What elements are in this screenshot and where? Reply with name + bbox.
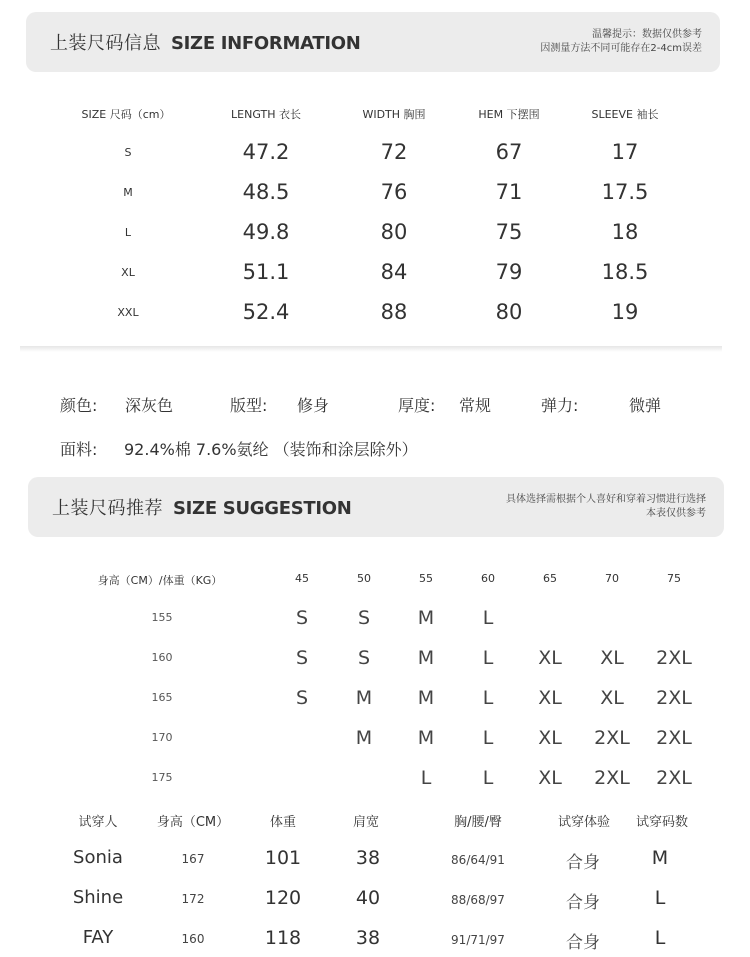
elasticity-label: 弹力: xyxy=(541,396,579,415)
try-on-height: 172 xyxy=(181,892,205,906)
table-cell: 51.1 xyxy=(242,260,290,284)
suggested-size-cell: XL xyxy=(600,687,624,709)
size-header: SIZE 尺码（cm） xyxy=(81,108,171,121)
try-on-name: Sonia xyxy=(73,847,123,868)
try-on-experience: 合身 xyxy=(566,893,600,913)
height-label: 170 xyxy=(151,731,173,744)
size-information-note-line2: 因测量方法不同可能存在2-4cm误差 xyxy=(540,43,702,54)
suggested-size-cell: L xyxy=(482,767,494,789)
try-on-shoulder: 38 xyxy=(355,927,381,949)
try-on-weight: 118 xyxy=(264,927,302,949)
suggested-size-cell: L xyxy=(482,727,494,749)
table-cell: 18 xyxy=(611,220,639,244)
try-on-header-size: 试穿码数 xyxy=(635,815,688,830)
size-suggestion-title-zh: 上装尺码推荐 xyxy=(52,498,163,519)
fabric-value: 92.4%棉 7.6%氨纶 （装饰和涂层除外） xyxy=(124,440,418,459)
elasticity-value: 微弹 xyxy=(629,396,662,415)
suggested-size-cell: M xyxy=(417,687,435,709)
suggested-size-cell: L xyxy=(482,607,494,629)
try-on-size: L xyxy=(654,887,666,909)
suggested-size-cell: 2XL xyxy=(656,647,692,669)
fit-label: 版型: xyxy=(230,396,268,415)
size-information-title-zh: 上装尺码信息 xyxy=(50,33,161,54)
try-on-experience: 合身 xyxy=(566,853,600,873)
try-on-shoulder: 40 xyxy=(355,887,381,909)
height-label: 155 xyxy=(151,611,173,624)
size-information-banner xyxy=(26,12,720,72)
color-label: 颜色: xyxy=(60,396,98,415)
suggested-size-cell: M xyxy=(355,687,373,709)
table-row-size-label: M xyxy=(123,186,133,199)
try-on-height: 160 xyxy=(181,932,205,946)
suggested-size-cell: L xyxy=(482,687,494,709)
thickness-value: 常规 xyxy=(459,396,492,415)
try-on-header-experience: 试穿体验 xyxy=(557,815,610,830)
weight-header: 60 xyxy=(481,572,495,585)
weight-header: 70 xyxy=(605,572,619,585)
try-on-name: FAY xyxy=(82,927,114,948)
weight-header: 45 xyxy=(295,572,309,585)
suggested-size-cell: S xyxy=(357,607,371,629)
length-header: LENGTH 衣长 xyxy=(231,108,301,121)
try-on-size: L xyxy=(654,927,666,949)
table-row-size-label: S xyxy=(124,146,132,159)
table-cell: 17.5 xyxy=(601,180,649,204)
try-on-size: M xyxy=(651,847,669,869)
suggested-size-cell: XL xyxy=(538,767,562,789)
weight-header: 75 xyxy=(667,572,681,585)
suggested-size-cell: XL xyxy=(538,727,562,749)
suggested-size-cell: 2XL xyxy=(656,767,692,789)
try-on-weight: 120 xyxy=(264,887,302,909)
height-label: 165 xyxy=(151,691,173,704)
size-suggestion-title-en: SIZE SUGGESTION xyxy=(173,498,352,519)
weight-header: 65 xyxy=(543,572,557,585)
table-row-size-label: XXL xyxy=(117,306,139,319)
suggested-size-cell: S xyxy=(295,607,309,629)
height-label: 175 xyxy=(151,771,173,784)
height-label: 160 xyxy=(151,651,173,664)
try-on-header-weight: 体重 xyxy=(269,815,296,830)
table-cell: 49.8 xyxy=(242,220,290,244)
suggested-size-cell: XL xyxy=(600,647,624,669)
table-cell: 48.5 xyxy=(242,180,290,204)
suggested-size-cell: XL xyxy=(538,647,562,669)
section-divider xyxy=(20,346,722,352)
table-cell: 52.4 xyxy=(242,300,290,324)
try-on-bwh: 86/64/91 xyxy=(451,853,505,867)
table-cell: 79 xyxy=(495,260,523,284)
table-cell: 17 xyxy=(611,140,639,164)
suggested-size-cell: 2XL xyxy=(594,767,630,789)
table-row-size-label: XL xyxy=(121,266,135,279)
try-on-header-bwh: 胸/腰/臀 xyxy=(454,815,502,830)
suggested-size-cell: 2XL xyxy=(594,727,630,749)
sleeve-header: SLEEVE 袖长 xyxy=(591,108,659,121)
suggested-size-cell: L xyxy=(482,647,494,669)
try-on-bwh: 91/71/97 xyxy=(451,933,505,947)
try-on-bwh: 88/68/97 xyxy=(451,893,505,907)
size-information-title xyxy=(50,29,360,55)
table-cell: 47.2 xyxy=(242,140,290,164)
size-suggestion-title xyxy=(52,494,352,520)
try-on-weight: 101 xyxy=(264,847,302,869)
try-on-header-person: 试穿人 xyxy=(78,815,118,830)
table-cell: 88 xyxy=(380,300,408,324)
size-suggestion-note-line1: 具体选择需根据个人喜好和穿着习惯进行选择 xyxy=(506,494,706,505)
weight-header: 55 xyxy=(419,572,433,585)
fabric-label: 面料: xyxy=(60,440,98,459)
table-cell: 18.5 xyxy=(601,260,649,284)
suggested-size-cell: XL xyxy=(538,687,562,709)
size-information-note-line1: 温馨提示：数据仅供参考 xyxy=(592,29,702,40)
try-on-experience: 合身 xyxy=(566,933,600,953)
weight-header: 50 xyxy=(357,572,371,585)
suggested-size-cell: M xyxy=(417,607,435,629)
suggested-size-cell: S xyxy=(295,647,309,669)
table-row-size-label: L xyxy=(124,226,132,239)
size-suggestion-note-line2: 本表仅供参考 xyxy=(646,508,706,519)
table-cell: 71 xyxy=(495,180,523,204)
color-value: 深灰色 xyxy=(125,396,174,415)
try-on-header-shoulder: 肩宽 xyxy=(352,815,379,830)
try-on-header-height: 身高（CM） xyxy=(156,815,230,830)
thickness-label: 厚度: xyxy=(398,396,436,415)
table-cell: 72 xyxy=(380,140,408,164)
suggested-size-cell: M xyxy=(417,727,435,749)
size-information-title-en: SIZE INFORMATION xyxy=(171,33,361,54)
suggested-size-cell: L xyxy=(420,767,432,789)
fit-value: 修身 xyxy=(297,396,330,415)
table-cell: 80 xyxy=(380,220,408,244)
table-cell: 84 xyxy=(380,260,408,284)
table-cell: 67 xyxy=(495,140,523,164)
try-on-shoulder: 38 xyxy=(355,847,381,869)
table-cell: 75 xyxy=(495,220,523,244)
table-cell: 19 xyxy=(611,300,639,324)
try-on-name: Shine xyxy=(72,887,124,908)
hem-header: HEM 下摆围 xyxy=(478,108,540,121)
try-on-height: 167 xyxy=(181,852,205,866)
size-information-note xyxy=(540,28,702,56)
suggested-size-cell: M xyxy=(417,647,435,669)
suggested-size-cell: S xyxy=(357,647,371,669)
height-weight-corner-label: 身高（CM）/体重（KG） xyxy=(97,574,223,587)
table-cell: 80 xyxy=(495,300,523,324)
suggested-size-cell: 2XL xyxy=(656,687,692,709)
suggested-size-cell: M xyxy=(355,727,373,749)
suggested-size-cell: 2XL xyxy=(656,727,692,749)
width-header: WIDTH 胸围 xyxy=(362,108,426,121)
size-suggestion-note xyxy=(506,493,706,521)
table-cell: 76 xyxy=(380,180,408,204)
suggested-size-cell: S xyxy=(295,687,309,709)
size-suggestion-banner xyxy=(28,477,724,537)
